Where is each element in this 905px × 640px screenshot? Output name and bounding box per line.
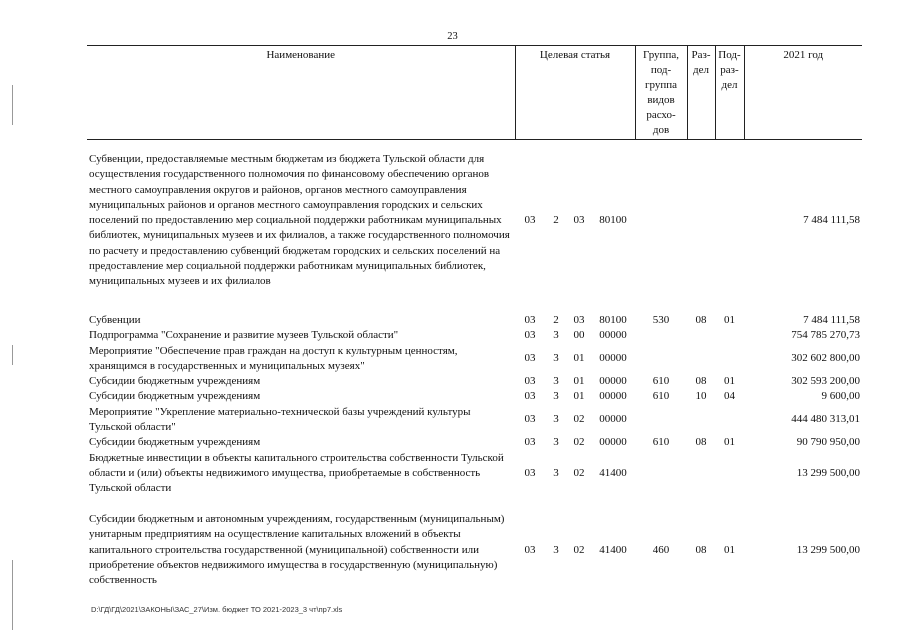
- column-header-target: Целевая статья: [515, 46, 635, 140]
- cell-t3: 03: [573, 214, 585, 227]
- cell-t1: 03: [524, 413, 536, 426]
- cell-section: 10: [695, 390, 707, 403]
- cell-t3: 02: [573, 413, 585, 426]
- cell-name: Субвенции: [89, 314, 141, 326]
- cell-t4: 80100: [599, 314, 627, 326]
- cell-amount: 444 480 313,01: [791, 413, 860, 426]
- cell-t4: 00000: [599, 329, 627, 342]
- cell-group: 610: [652, 375, 670, 388]
- cell-t3: 02: [573, 466, 585, 479]
- table-row: [87, 405, 862, 436]
- binding-edge-mark: [12, 345, 13, 365]
- cell-group: [635, 152, 687, 290]
- cell-t2: 3: [553, 352, 559, 365]
- cell-t1: 03: [524, 329, 536, 342]
- cell-subsection: 01: [724, 436, 735, 449]
- cell-name: Бюджетные инвестиции в объекты капитального строительства собственности Тульской области и (или) объекты недвижимого имущества, приобретаемые в собственность Тульской области: [89, 451, 504, 495]
- cell-name: Подпрограмма "Сохранение и развитие музеев Тульской области": [89, 329, 399, 342]
- cell-t4: 80100: [599, 214, 627, 227]
- column-header-year: 2021 год: [744, 46, 862, 140]
- cell-t3: 02: [573, 436, 585, 449]
- budget-rows-b: [87, 313, 862, 497]
- binding-edge-mark: [12, 560, 13, 630]
- cell-section: 08: [695, 375, 707, 388]
- page-number: 23: [447, 31, 458, 42]
- cell-name: Субсидии бюджетным учреждениям: [89, 436, 261, 449]
- table-row: [87, 374, 862, 389]
- column-header-name: Наименование: [87, 46, 515, 140]
- cell-subsection: 04: [724, 390, 735, 403]
- cell-t1: 03: [524, 436, 536, 449]
- cell-t3: 01: [573, 352, 585, 365]
- table-header: [87, 45, 862, 140]
- cell-t4: 00000: [599, 390, 627, 403]
- cell-t3: 01: [573, 375, 585, 388]
- cell-name: Субсидии бюджетным учреждениям: [89, 375, 261, 388]
- table-row: [87, 435, 862, 450]
- cell-section: [687, 328, 715, 343]
- cell-section: 08: [695, 543, 707, 556]
- cell-group: 610: [652, 436, 670, 449]
- cell-group: 530: [652, 314, 670, 326]
- cell-t2: 2: [553, 314, 559, 326]
- cell-section: [687, 344, 715, 375]
- budget-rows-c: [87, 512, 862, 588]
- cell-t2: 2: [553, 214, 559, 227]
- cell-subsection: [715, 344, 744, 375]
- cell-t3: 02: [573, 543, 585, 556]
- cell-section: [687, 405, 715, 436]
- table-row: [87, 512, 862, 588]
- cell-group: 460: [652, 543, 670, 556]
- cell-section: 08: [695, 436, 707, 449]
- table-row: [87, 313, 862, 328]
- file-path-footer: D:\ГД\ГД\2021\ЗАКОНЫ\ЗАС_27\Изм. бюджет ТО 2021-2023_3 чт\пр7.xls: [91, 605, 343, 614]
- cell-section: 08: [695, 314, 707, 326]
- cell-amount: 7 484 111,58: [803, 214, 860, 227]
- cell-t1: 03: [524, 375, 536, 388]
- cell-t1: 03: [524, 352, 536, 365]
- column-header-section: Раз- дел: [687, 46, 715, 140]
- table-row: [87, 451, 862, 497]
- cell-name: Мероприятие "Обеспечение прав граждан на доступ к культурным ценностям, хранящимся в государственных и муниципальных музеях": [89, 344, 458, 372]
- table-row: [87, 328, 862, 343]
- cell-subsection: 01: [724, 314, 735, 326]
- cell-t4: 41400: [599, 543, 627, 556]
- cell-subsection: 01: [724, 543, 735, 556]
- cell-name: Субвенции, предоставляемые местным бюджетам из бюджета Тульской области для осуществления государственного полномочия по финансовому обеспечению органов местного самоуправления округов и районов, органов местного самоуправления муниципальных районов и органов местного самоуправления городских и сельских поселений по предоставлению мер социальной поддержки работникам муниципальных библиотек, муниципальных музеев и их филиалов, а также государственного полномочия по расчету и предоставлению субвенций бюджетам городских и сельских поселений на предоставление мер социальной поддержки работникам муниципальных библиотек, муниципальных музеев и их филиалов: [89, 153, 510, 288]
- cell-t1: 03: [524, 214, 536, 227]
- cell-t1: 03: [524, 314, 536, 326]
- cell-t2: 3: [553, 375, 559, 388]
- cell-subsection: [715, 405, 744, 436]
- table-row: [87, 389, 862, 404]
- cell-subsection: 01: [724, 375, 735, 388]
- cell-t4: 00000: [599, 413, 627, 426]
- budget-rows-a: [87, 152, 862, 290]
- table-row: [87, 344, 862, 375]
- cell-t4: 41400: [599, 466, 627, 479]
- cell-amount: 302 593 200,00: [791, 375, 860, 388]
- cell-t3: 00: [573, 329, 585, 342]
- cell-t4: 00000: [599, 352, 627, 365]
- cell-group: [635, 344, 687, 375]
- cell-section: [687, 152, 715, 290]
- cell-t2: 3: [553, 329, 559, 342]
- cell-subsection: [715, 152, 744, 290]
- cell-name: Мероприятие "Укрепление материально-технической базы учреждений культуры Тульской области": [89, 405, 471, 434]
- cell-group: [635, 405, 687, 436]
- cell-amount: 90 790 950,00: [796, 436, 860, 449]
- cell-t4: 00000: [599, 436, 627, 449]
- cell-t2: 3: [553, 390, 559, 403]
- cell-name: Субсидии бюджетным и автономным учреждениям, государственным (муниципальным) унитарным предприятиям на осуществление капитальных вложений в объекты капитального строительства государственной (муниципальной) собственности или приобретение объектов недвижимого имущества в государственную (муниципальную) собственность: [89, 513, 505, 587]
- cell-t1: 03: [524, 543, 536, 556]
- cell-amount: 13 299 500,00: [796, 466, 860, 479]
- cell-subsection: [715, 451, 744, 497]
- cell-group: [635, 451, 687, 497]
- cell-t2: 3: [553, 436, 559, 449]
- binding-edge-mark: [12, 85, 13, 125]
- cell-amount: 7 484 111,58: [803, 314, 860, 326]
- cell-group: 610: [652, 390, 670, 403]
- cell-t2: 3: [553, 413, 559, 426]
- cell-t3: 03: [573, 314, 585, 326]
- column-header-group: Группа, под- группа видов расхо- дов: [635, 46, 687, 140]
- cell-amount: 754 785 270,73: [791, 329, 860, 342]
- cell-t1: 03: [524, 390, 536, 403]
- cell-t4: 00000: [599, 375, 627, 388]
- cell-t1: 03: [524, 466, 536, 479]
- cell-name: Субсидии бюджетным учреждениям: [89, 390, 261, 403]
- cell-section: [687, 451, 715, 497]
- cell-amount: 302 602 800,00: [791, 352, 860, 365]
- cell-amount: 9 600,00: [821, 390, 860, 403]
- cell-t3: 01: [573, 390, 585, 403]
- cell-subsection: [715, 328, 744, 343]
- column-header-subsection: Под- раз- дел: [715, 46, 744, 140]
- cell-t2: 3: [553, 543, 559, 556]
- cell-amount: 13 299 500,00: [796, 543, 860, 556]
- cell-group: [635, 328, 687, 343]
- table-row: [87, 152, 862, 290]
- cell-t2: 3: [553, 466, 559, 479]
